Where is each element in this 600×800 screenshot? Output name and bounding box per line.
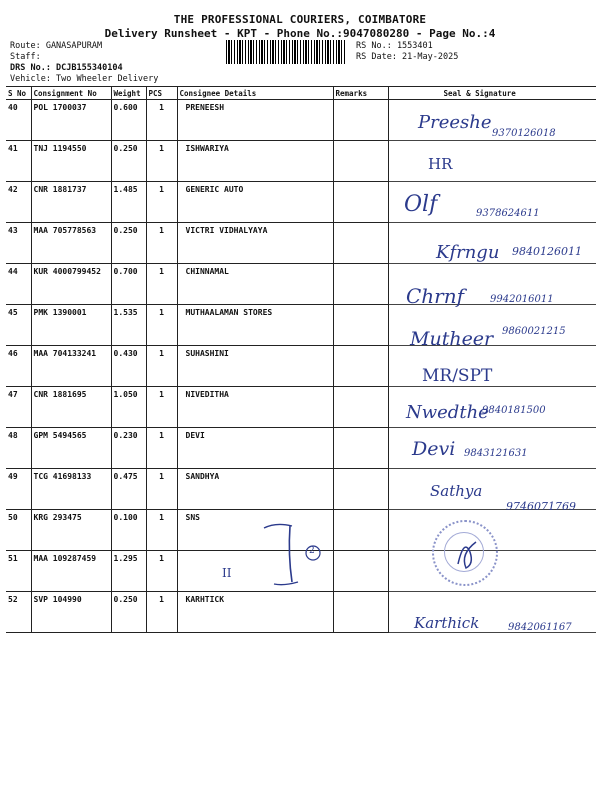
cell-weight: 0.100: [111, 510, 146, 551]
cell-consignee: SANDHYA: [177, 469, 333, 510]
handwritten-signature: Devi: [412, 438, 456, 460]
cell-pcs: 1: [146, 551, 177, 592]
cell-weight: 1.050: [111, 387, 146, 428]
cell-sno: 51: [6, 551, 31, 592]
cell-weight: 1.295: [111, 551, 146, 592]
vehicle-label: Vehicle: Two Wheeler Delivery: [10, 74, 159, 84]
cell-pcs: 1: [146, 346, 177, 387]
handwritten-signature: Preeshe: [418, 112, 492, 133]
handwritten-phone: 9942016011: [490, 294, 554, 305]
table-header-row: [6, 87, 596, 100]
handwritten-signature: Chrnf: [406, 284, 465, 308]
cell-pcs: 1: [146, 469, 177, 510]
cell-consignment: MAA 109287459: [31, 551, 111, 592]
handwritten-remark: MR/SPT: [422, 366, 493, 386]
cell-consignee: NIVEDITHA: [177, 387, 333, 428]
cell-remarks: [333, 428, 388, 469]
cell-consignment: SVP 104990: [31, 592, 111, 633]
cell-sno: 44: [6, 264, 31, 305]
cell-consignment: CNR 1881695: [31, 387, 111, 428]
cell-pcs: 1: [146, 428, 177, 469]
cell-consignment: KUR 4000799452: [31, 264, 111, 305]
cell-consignee: DEVI: [177, 428, 333, 469]
handwritten-signature: Sathya: [430, 482, 483, 500]
cell-remarks: [333, 387, 388, 428]
cell-pcs: 1: [146, 141, 177, 182]
cell-remarks: [333, 592, 388, 633]
cell-weight: 0.430: [111, 346, 146, 387]
cell-pcs: 1: [146, 182, 177, 223]
table-row: [6, 346, 596, 387]
handwritten-signature: Nwedthe: [406, 402, 489, 423]
staff-label: Staff:: [10, 52, 41, 62]
cell-consignee: SNS: [177, 510, 333, 551]
table-row: [6, 305, 596, 346]
col-signature: Seal & Signature: [388, 87, 596, 100]
col-consignment: Consignment No: [31, 87, 111, 100]
cell-weight: 1.485: [111, 182, 146, 223]
col-remarks: Remarks: [333, 87, 388, 100]
cell-remarks: [333, 141, 388, 182]
circled-number: 2: [309, 546, 315, 556]
cell-sno: 40: [6, 100, 31, 141]
cell-consignment: TNJ 1194550: [31, 141, 111, 182]
cell-remarks: [333, 100, 388, 141]
cell-sno: 50: [6, 510, 31, 551]
barcode: [226, 40, 346, 64]
handwritten-phone: 9842061167: [508, 622, 572, 633]
cell-consignment: POL 1700037: [31, 100, 111, 141]
cell-sno: 47: [6, 387, 31, 428]
cell-consignment: MAA 704133241: [31, 346, 111, 387]
cell-consignee: ISHWARIYA: [177, 141, 333, 182]
handwritten-mark: II: [222, 566, 232, 580]
cell-sno: 43: [6, 223, 31, 264]
cell-sno: 52: [6, 592, 31, 633]
cell-remarks: [333, 346, 388, 387]
cell-remarks: [333, 469, 388, 510]
cell-weight: 0.250: [111, 592, 146, 633]
cell-consignment: GPM 5494565: [31, 428, 111, 469]
cell-weight: 0.700: [111, 264, 146, 305]
handwritten-phone: 9843121631: [464, 448, 528, 459]
cell-remarks: [333, 264, 388, 305]
cell-weight: 0.250: [111, 223, 146, 264]
col-sno: S No: [6, 87, 31, 100]
handwritten-signature: HR: [428, 155, 453, 173]
col-consignee: Consignee Details: [177, 87, 333, 100]
cell-consignee: GENERIC AUTO: [177, 182, 333, 223]
cell-remarks: [333, 223, 388, 264]
cell-weight: 0.600: [111, 100, 146, 141]
document-subtitle: Delivery Runsheet - KPT - Phone No.:9047080280 - Page No.:4: [104, 27, 496, 40]
cell-weight: 0.475: [111, 469, 146, 510]
handwritten-signature: Olf: [404, 192, 438, 217]
cell-consignment: KRG 293475: [31, 510, 111, 551]
cell-consignment: PMK 1390001: [31, 305, 111, 346]
cell-sno: 48: [6, 428, 31, 469]
handwritten-phone: 9840126011: [512, 245, 582, 258]
cell-consignment: MAA 705778563: [31, 223, 111, 264]
handwritten-phone: 9860021215: [502, 326, 566, 337]
cell-pcs: 1: [146, 305, 177, 346]
cell-consignee: VICTRI VIDHALYAYA: [177, 223, 333, 264]
handwritten-signature: Kfrngu: [436, 242, 500, 263]
seal-signature-scribble: [448, 534, 482, 574]
route-label: Route: GANASAPURAM: [10, 41, 103, 51]
cell-consignee: KARHTICK: [177, 592, 333, 633]
cell-pcs: 1: [146, 510, 177, 551]
cell-sno: 42: [6, 182, 31, 223]
handwritten-phone: 9378624611: [476, 208, 540, 219]
cell-pcs: 1: [146, 100, 177, 141]
cell-pcs: 1: [146, 223, 177, 264]
cell-weight: 1.535: [111, 305, 146, 346]
document-title: THE PROFESSIONAL COURIERS, COIMBATORE: [173, 13, 427, 26]
cell-remarks: [333, 510, 388, 551]
col-weight: Weight: [111, 87, 146, 100]
table-row: [6, 141, 596, 182]
cell-consignment: CNR 1881737: [31, 182, 111, 223]
cell-remarks: [333, 551, 388, 592]
drs-number: DRS No.: DCJB155340104: [10, 63, 123, 73]
cell-sno: 45: [6, 305, 31, 346]
cell-weight: 0.250: [111, 141, 146, 182]
handwritten-signature: Karthick: [414, 614, 480, 632]
cell-remarks: [333, 305, 388, 346]
cell-weight: 0.230: [111, 428, 146, 469]
cell-consignee: PRENEESH: [177, 100, 333, 141]
cell-pcs: 1: [146, 387, 177, 428]
handwritten-signature: Mutheer: [410, 328, 494, 350]
cell-sno: 41: [6, 141, 31, 182]
cell-pcs: 1: [146, 592, 177, 633]
handwritten-phone: 9370126018: [492, 128, 556, 139]
handwritten-phone: 9746071769: [506, 500, 576, 513]
cell-sno: 46: [6, 346, 31, 387]
cell-signature: [388, 141, 596, 182]
col-pcs: PCS: [146, 87, 177, 100]
cell-consignee: MUTHAALAMAN STORES: [177, 305, 333, 346]
handwritten-phone: 9840181500: [482, 405, 546, 416]
cell-consignment: TCG 41698133: [31, 469, 111, 510]
rs-number: RS No.: 1553401: [356, 41, 433, 51]
cell-sno: 49: [6, 469, 31, 510]
rs-date: RS Date: 21-May-2025: [356, 52, 459, 62]
table-row: [6, 223, 596, 264]
cell-pcs: 1: [146, 264, 177, 305]
cell-consignee: CHINNAMAL: [177, 264, 333, 305]
cell-consignee: SUHASHINI: [177, 346, 333, 387]
cell-remarks: [333, 182, 388, 223]
